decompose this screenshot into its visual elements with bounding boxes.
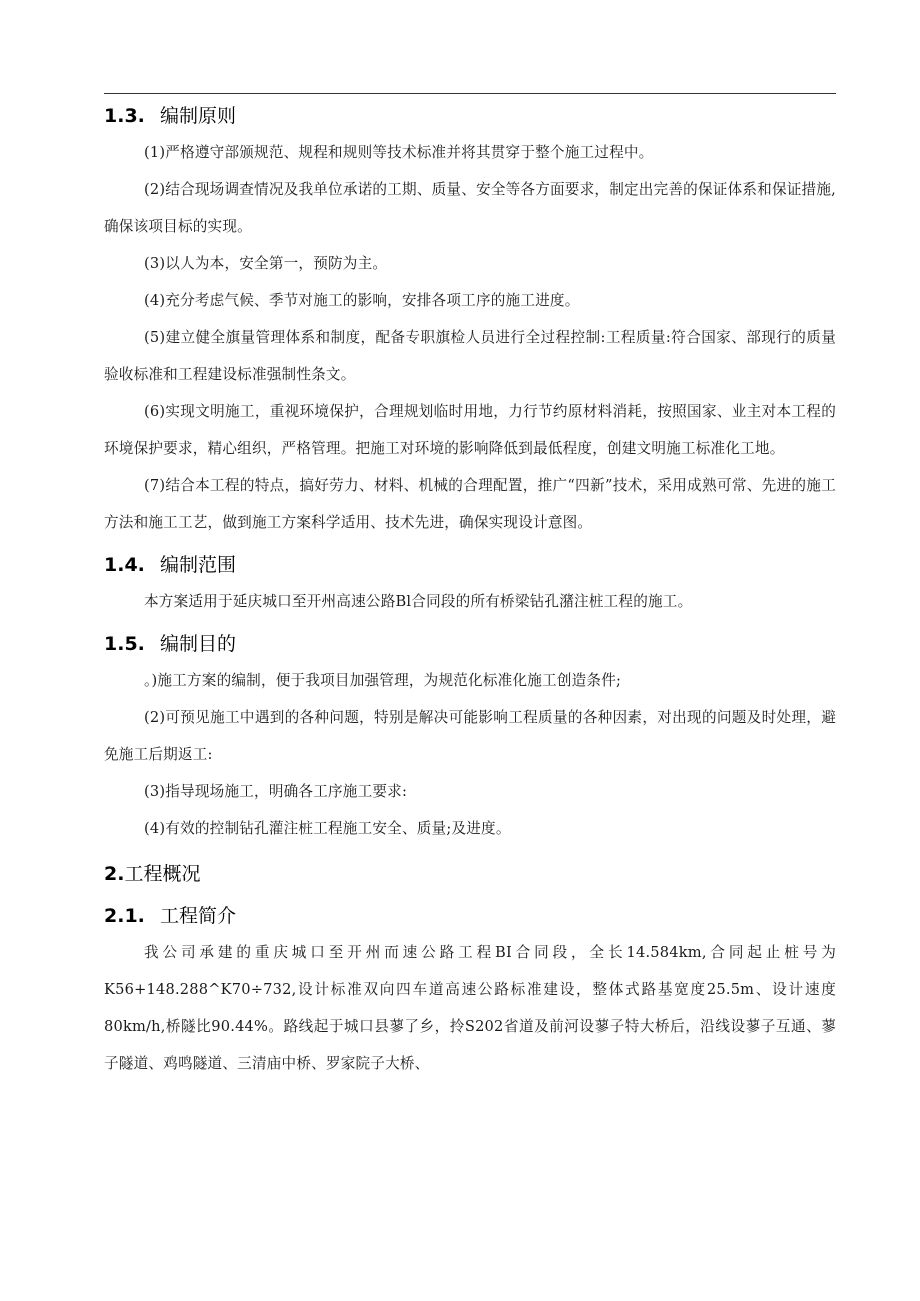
paragraph: (1)严格遵守部颁规范、规程和规则等技术标准并将其贯穿于整个施工过程中。 bbox=[144, 144, 654, 161]
paragraph: (7)结合本工程的特点，搞好劳力、材料、机械的合理配置，推广“四新”技术，采用成熟可常、先进的施工方法和施工工艺，做到施工方案科学适用、技术先进，确保实现设计意图。 bbox=[104, 477, 836, 531]
section-heading-1-5 bbox=[104, 626, 836, 662]
section-number: 1.5. bbox=[104, 633, 145, 655]
document-body bbox=[104, 98, 836, 1082]
paragraph: 我公司承建的重庆城口至开州而速公路工程BI合同段，全长14.584km,合同起止桩号为K56+148.288^K70÷732,设计标准双向四车道高速公路标准建设，整体式路基宽度25.5m、设计速度80km∕h,桥隧比90.44%。路线起于城口县蓼了乡，拎S202省道及前河设蓼子特大桥后，沿线设蓼子互通、蓼子隧道、鸡鸣隧道、三清庙中桥、罗家院子大桥、 bbox=[104, 944, 836, 1072]
section-number: 1.4. bbox=[104, 554, 145, 576]
paragraph: (3)以人为本，安全第一，预防为主。 bbox=[144, 255, 388, 272]
section-heading-1-3 bbox=[104, 98, 836, 134]
section-heading-1-4 bbox=[104, 547, 836, 583]
section-title: 编制范围 bbox=[160, 554, 237, 576]
paragraph: (6)实现文明施工，重视环境保护，合理规划临时用地，力行节约原材料消耗，按照国家、业主对本工程的环境保护要求，精心组织，严格管理。把施工对环境的影响降低到最低程度，创建文明施工标准化工地。 bbox=[104, 403, 836, 457]
paragraph: (4)充分考虑气候、季节对施工的影响，安排各项工序的施工进度。 bbox=[144, 292, 580, 309]
paragraph: (3)指导现场施工，明确各工序施工要求: bbox=[144, 783, 408, 800]
paragraph: 。)施工方案的编制，便于我项目加强管理，为规范化标准化施工创造条件; bbox=[144, 672, 622, 689]
section-number: 2.1. bbox=[104, 905, 145, 927]
section-title: 编制原则 bbox=[160, 105, 237, 127]
chapter-number: 2. bbox=[104, 863, 125, 885]
paragraph: 本方案适用于延庆城口至开州高速公路Bl合同段的所有桥梁钻孔潴注桩工程的施工。 bbox=[144, 593, 693, 610]
section-title: 编制目的 bbox=[160, 633, 237, 655]
paragraph: (5)建立健全旗量管理体系和制度，配备专职旗检人员进行全过程控制:工程质量:符合国家、部现行的质量验收标准和工程建设标准强制性条文。 bbox=[104, 329, 836, 383]
paragraph: (4)有效的控制钻孔灌注桩工程施工安全、质量;及进度。 bbox=[144, 820, 511, 837]
section-heading-2-1 bbox=[104, 898, 836, 934]
paragraph: (2)可预见施工中遇到的各种问题，特别是解决可能影响工程质量的各种因素，对出现的问题及时处理，避免施工后期返工: bbox=[104, 709, 836, 763]
chapter-heading-2 bbox=[104, 856, 836, 892]
header-rule bbox=[104, 93, 836, 94]
paragraph: (2)结合现场调查情况及我单位承诺的工期、质量、安全等各方面要求，制定出完善的保证体系和保证措施,确保该项目标的实现。 bbox=[104, 181, 836, 235]
section-title: 工程简介 bbox=[160, 905, 237, 927]
chapter-title: 工程概况 bbox=[124, 863, 201, 885]
section-number: 1.3. bbox=[104, 105, 145, 127]
